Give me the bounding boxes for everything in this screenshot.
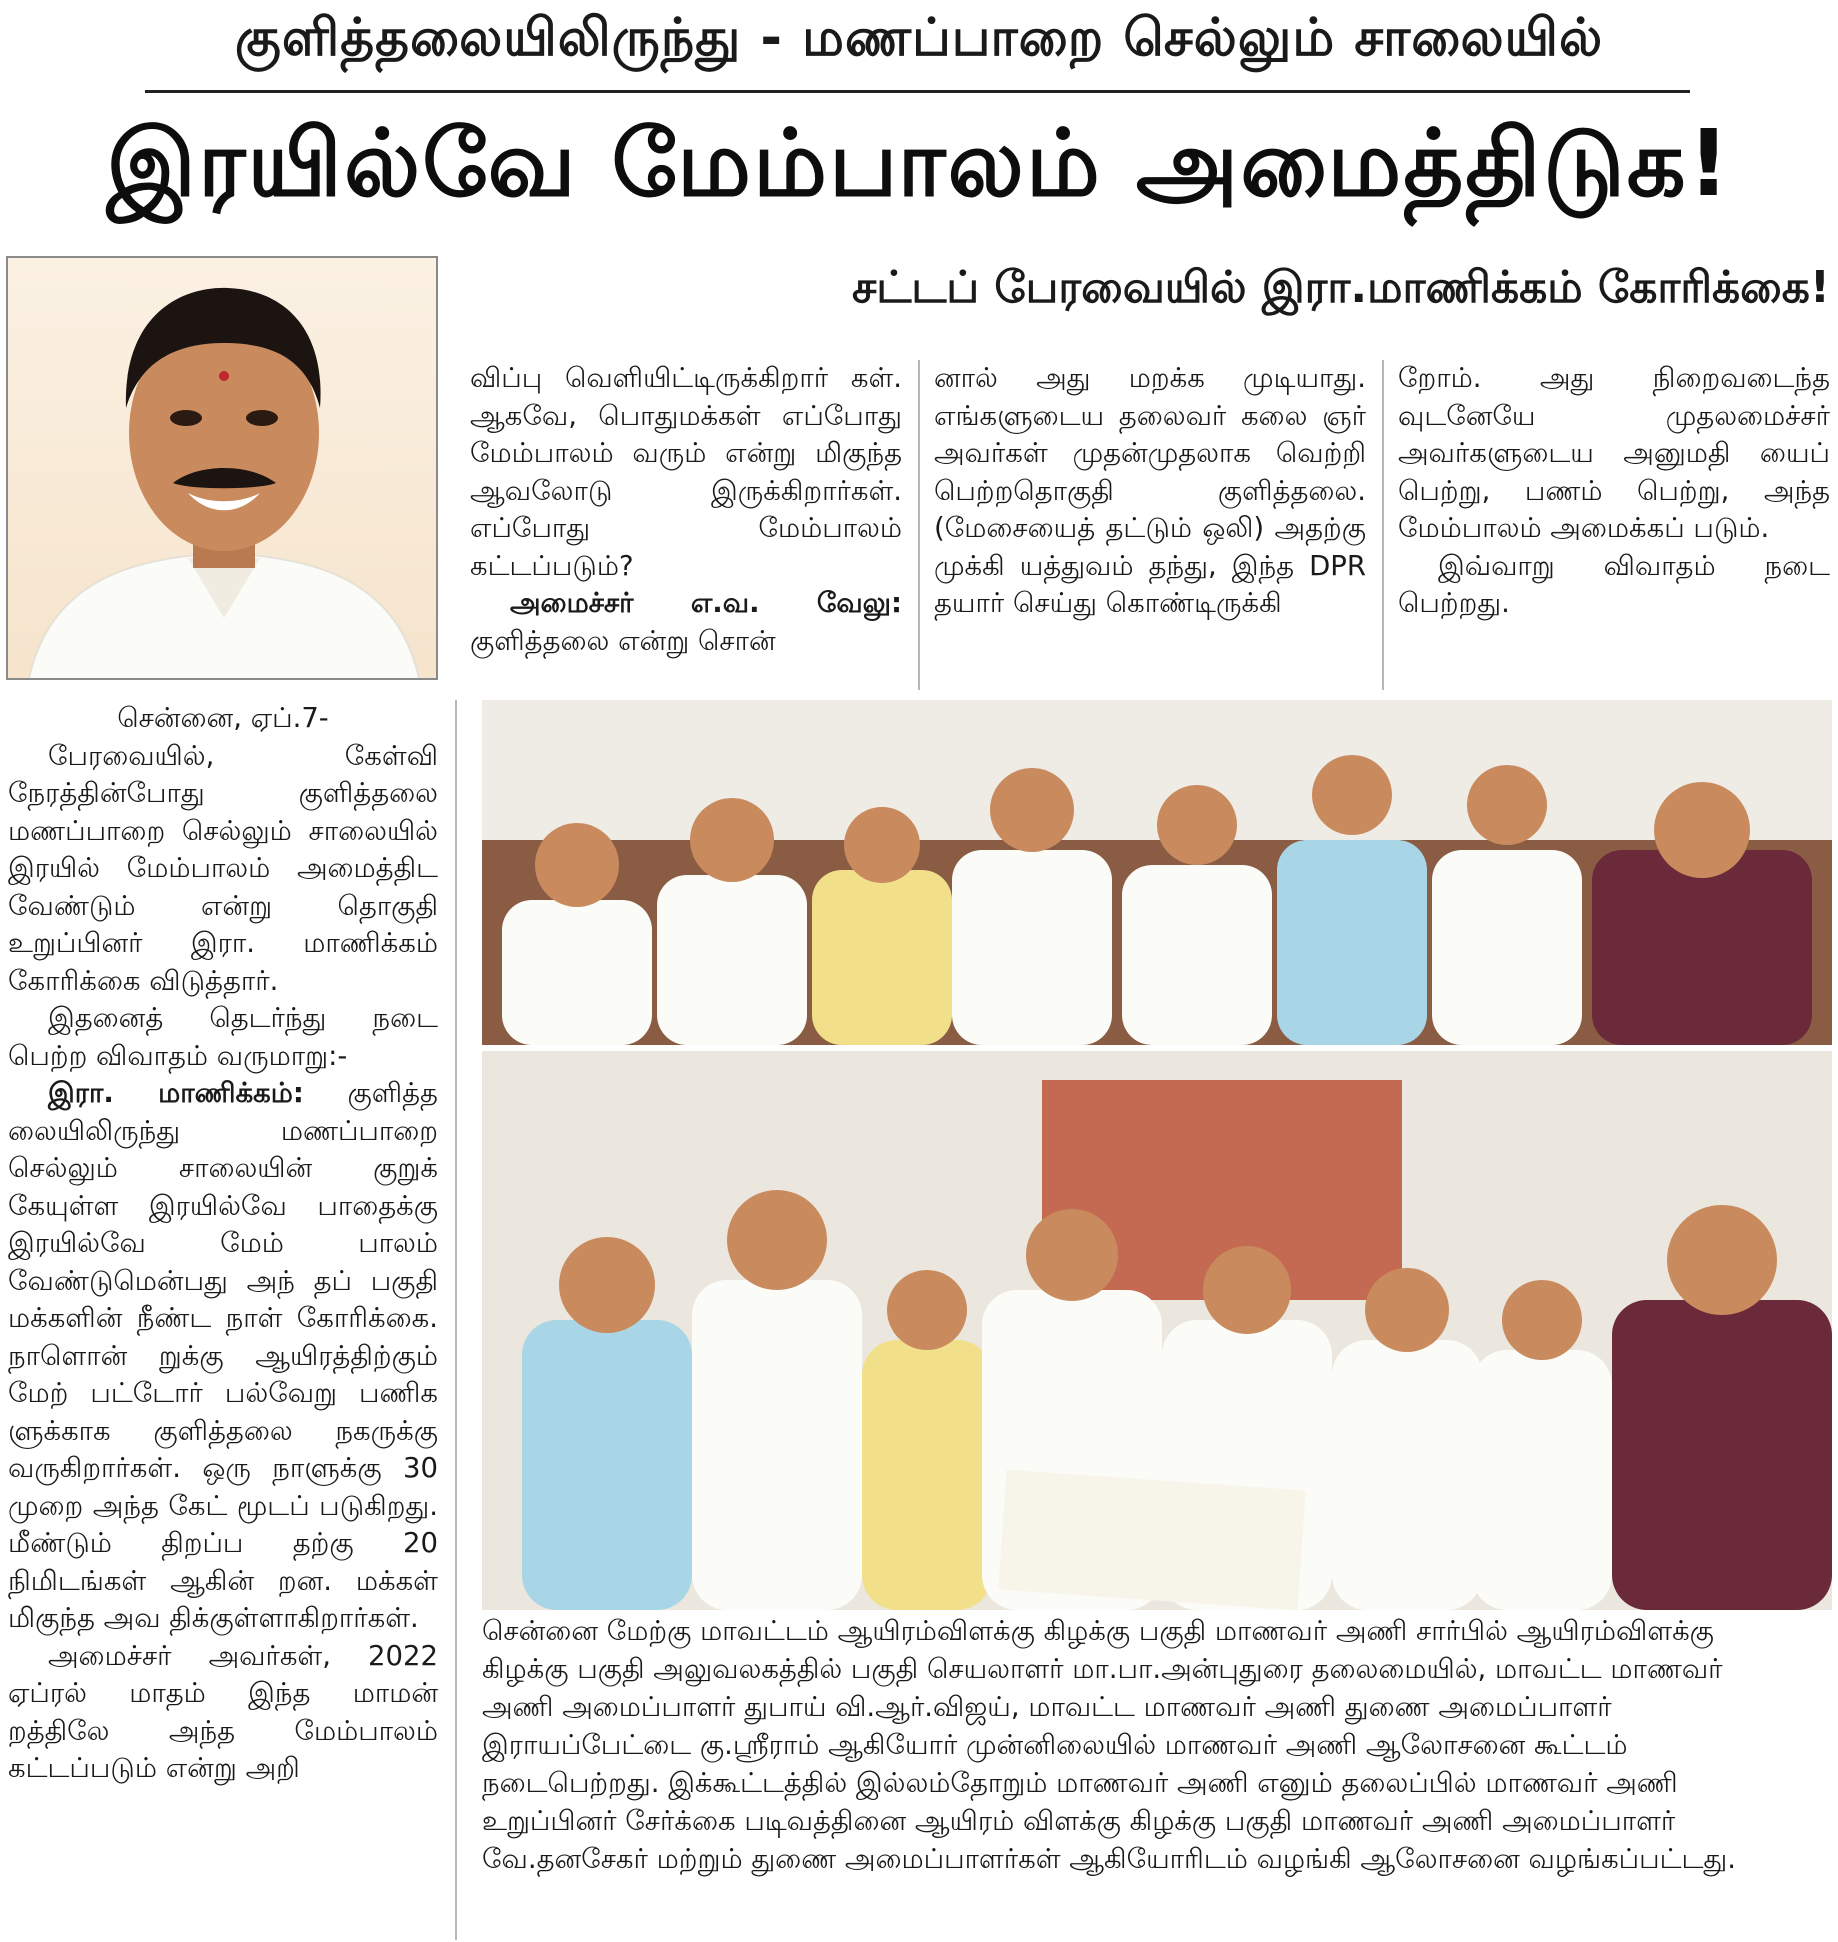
speech-text: குளித்த லையிலிருந்து மணப்பாறை செல்லும் சாலையின் குறுக் கேயுள்ள இரயில்வே பாதைக்கு இரயில்வே மேம் பாலம் வேண்டுமென்பது அந் தப் பகுதி மக்களின் நீண்ட நாள் கோரிக்கை. நாளொன் றுக்கு ஆயிரத்திற்கும் மேற் பட்டோர் பல்வேறு பணிக ளுக்காக குளித்தலை நகருக்கு வருகிறார்கள். ஒரு நாளுக்கு 30 முறை அந்த கேட் மூடப் படுகிறது. மீண்டும் திறப்ப தற்கு 20 நிமிடங்கள் ஆகின் றன. மக்கள் மிகுந்த அவ திக்குள்ளாகிறார்கள். bbox=[8, 1077, 438, 1634]
continuation-paragraph: அமைச்சர் அவர்கள், 2022 ஏப்ரல் மாதம் இந்த மாமன் றத்திலே அந்த மேம்பாலம் கட்டப்படும் என்று அறி bbox=[8, 1639, 438, 1784]
closing-text: இவ்வாறு விவாதம் நடை பெற்றது. bbox=[1398, 549, 1830, 619]
kicker-underline bbox=[145, 90, 1690, 93]
caption-line: அணி அமைப்பாளர் துபாய் வி.ஆர்.விஜய், மாவட்ட மாணவர் அணி துணை அமைப்பாளர் bbox=[482, 1691, 1612, 1723]
column-2-text: விப்பு வெளியிட்டிருக்கிறார் கள். ஆகவே, பொதுமக்கள் எப்போது மேம்பாலம் வரும் என்று மிகுந்த ஆவலோடு இருக்கிறார்கள். எப்போது மேம்பாலம் கட்டப்படும்? bbox=[470, 362, 902, 582]
dateline: சென்னை, ஏப்.7- bbox=[117, 702, 329, 734]
kicker-headline: குளித்தலையிலிருந்து - மணப்பாறை செல்லும் சாலையில் bbox=[234, 8, 1604, 68]
column-divider bbox=[455, 700, 457, 1940]
speaker-name: இரா. மாணிக்கம்: bbox=[48, 1077, 304, 1109]
speaker-name: அமைச்சர் எ.வ. வேலு: bbox=[510, 587, 902, 619]
group-photo-illustration bbox=[482, 700, 1832, 1610]
speech-text: குளித்தலை என்று சொன் bbox=[470, 624, 776, 657]
caption-line: இராயப்பேட்டை கு.ஸ்ரீராம் ஆகியோர் முன்னிலையில் மாணவர் அணி ஆலோசனை கூட்டம் bbox=[482, 1729, 1628, 1761]
subheadline: சட்டப் பேரவையில் இரா.மாணிக்கம் கோரிக்கை! bbox=[851, 262, 1830, 313]
caption-line: சென்னை மேற்கு மாவட்டம் ஆயிரம்விளக்கு கிழக்கு பகுதி மாணவர் அணி சார்பில் ஆயிரம்விளக்கு bbox=[482, 1615, 1714, 1647]
article-column-3 bbox=[934, 360, 1366, 623]
caption-line: வே.தனசேகர் மற்றும் துணை அமைப்பாளர்கள் ஆகியோரிடம் வழங்கி ஆலோசனை வழங்கப்பட்டது. bbox=[482, 1843, 1736, 1875]
caption-line: கிழக்கு பகுதி அலுவலகத்தில் பகுதி செயலாளர் மா.பா.அன்புதுரை தலைமையில், மாவட்ட மாணவர் bbox=[482, 1653, 1723, 1685]
main-headline: இரயில்வே மேம்பாலம் அமைத்திடுக! bbox=[106, 110, 1732, 217]
caption-line: நடைபெற்றது. இக்கூட்டத்தில் இல்லம்தோறும் மாணவர் அணி எனும் தலைப்பில் மாணவர் அணி bbox=[482, 1767, 1678, 1799]
debate-intro: இதனைத் தெடர்ந்து நடை பெற்ற விவாதம் வருமாறு:- bbox=[8, 1002, 438, 1072]
article-column-4 bbox=[1398, 360, 1830, 623]
column-divider bbox=[1382, 360, 1384, 690]
article-column-1 bbox=[8, 700, 438, 1788]
intro-paragraph: பேரவையில், கேள்வி நேரத்தின்போது குளித்தலை மணப்பாறை செல்லும் சாலையில் இரயில் மேம்பாலம் அமைத்திட வேண்டும் என்று தொகுதி உறுப்பினர் இரா. மாணிக்கம் கோரிக்கை விடுத்தார். bbox=[8, 739, 438, 997]
article-column-2 bbox=[470, 360, 902, 660]
column-3-text: னால் அது மறக்க முடியாது. எங்களுடைய தலைவர் கலை ஞர் அவர்கள் முதன்முதலாக வெற்றி பெற்றதொகுதி குளித்தலை. (மேசையைத் தட்டும் ஒலி) அதற்கு முக்கி யத்துவம் தந்து, இந்த DPR தயார் செய்து கொண்டிருக்கி bbox=[934, 362, 1366, 619]
portrait-photo bbox=[6, 256, 438, 680]
photo-caption bbox=[482, 1612, 1832, 1878]
group-photos bbox=[482, 700, 1832, 1610]
column-4-text: றோம். அது நிறைவடைந்த வுடனேயே முதலமைச்சர் அவர்களுடைய அனுமதி யைப் பெற்று, பணம் பெற்று, அந்த மேம்பாலம் அமைக்கப் படும். bbox=[1398, 362, 1830, 544]
caption-line: உறுப்பினர் சேர்க்கை படிவத்தினை ஆயிரம் விளக்கு கிழக்கு பகுதி மாணவர் அணி அமைப்பாளர் bbox=[482, 1805, 1676, 1837]
portrait-illustration bbox=[8, 258, 438, 680]
column-divider bbox=[918, 360, 920, 690]
